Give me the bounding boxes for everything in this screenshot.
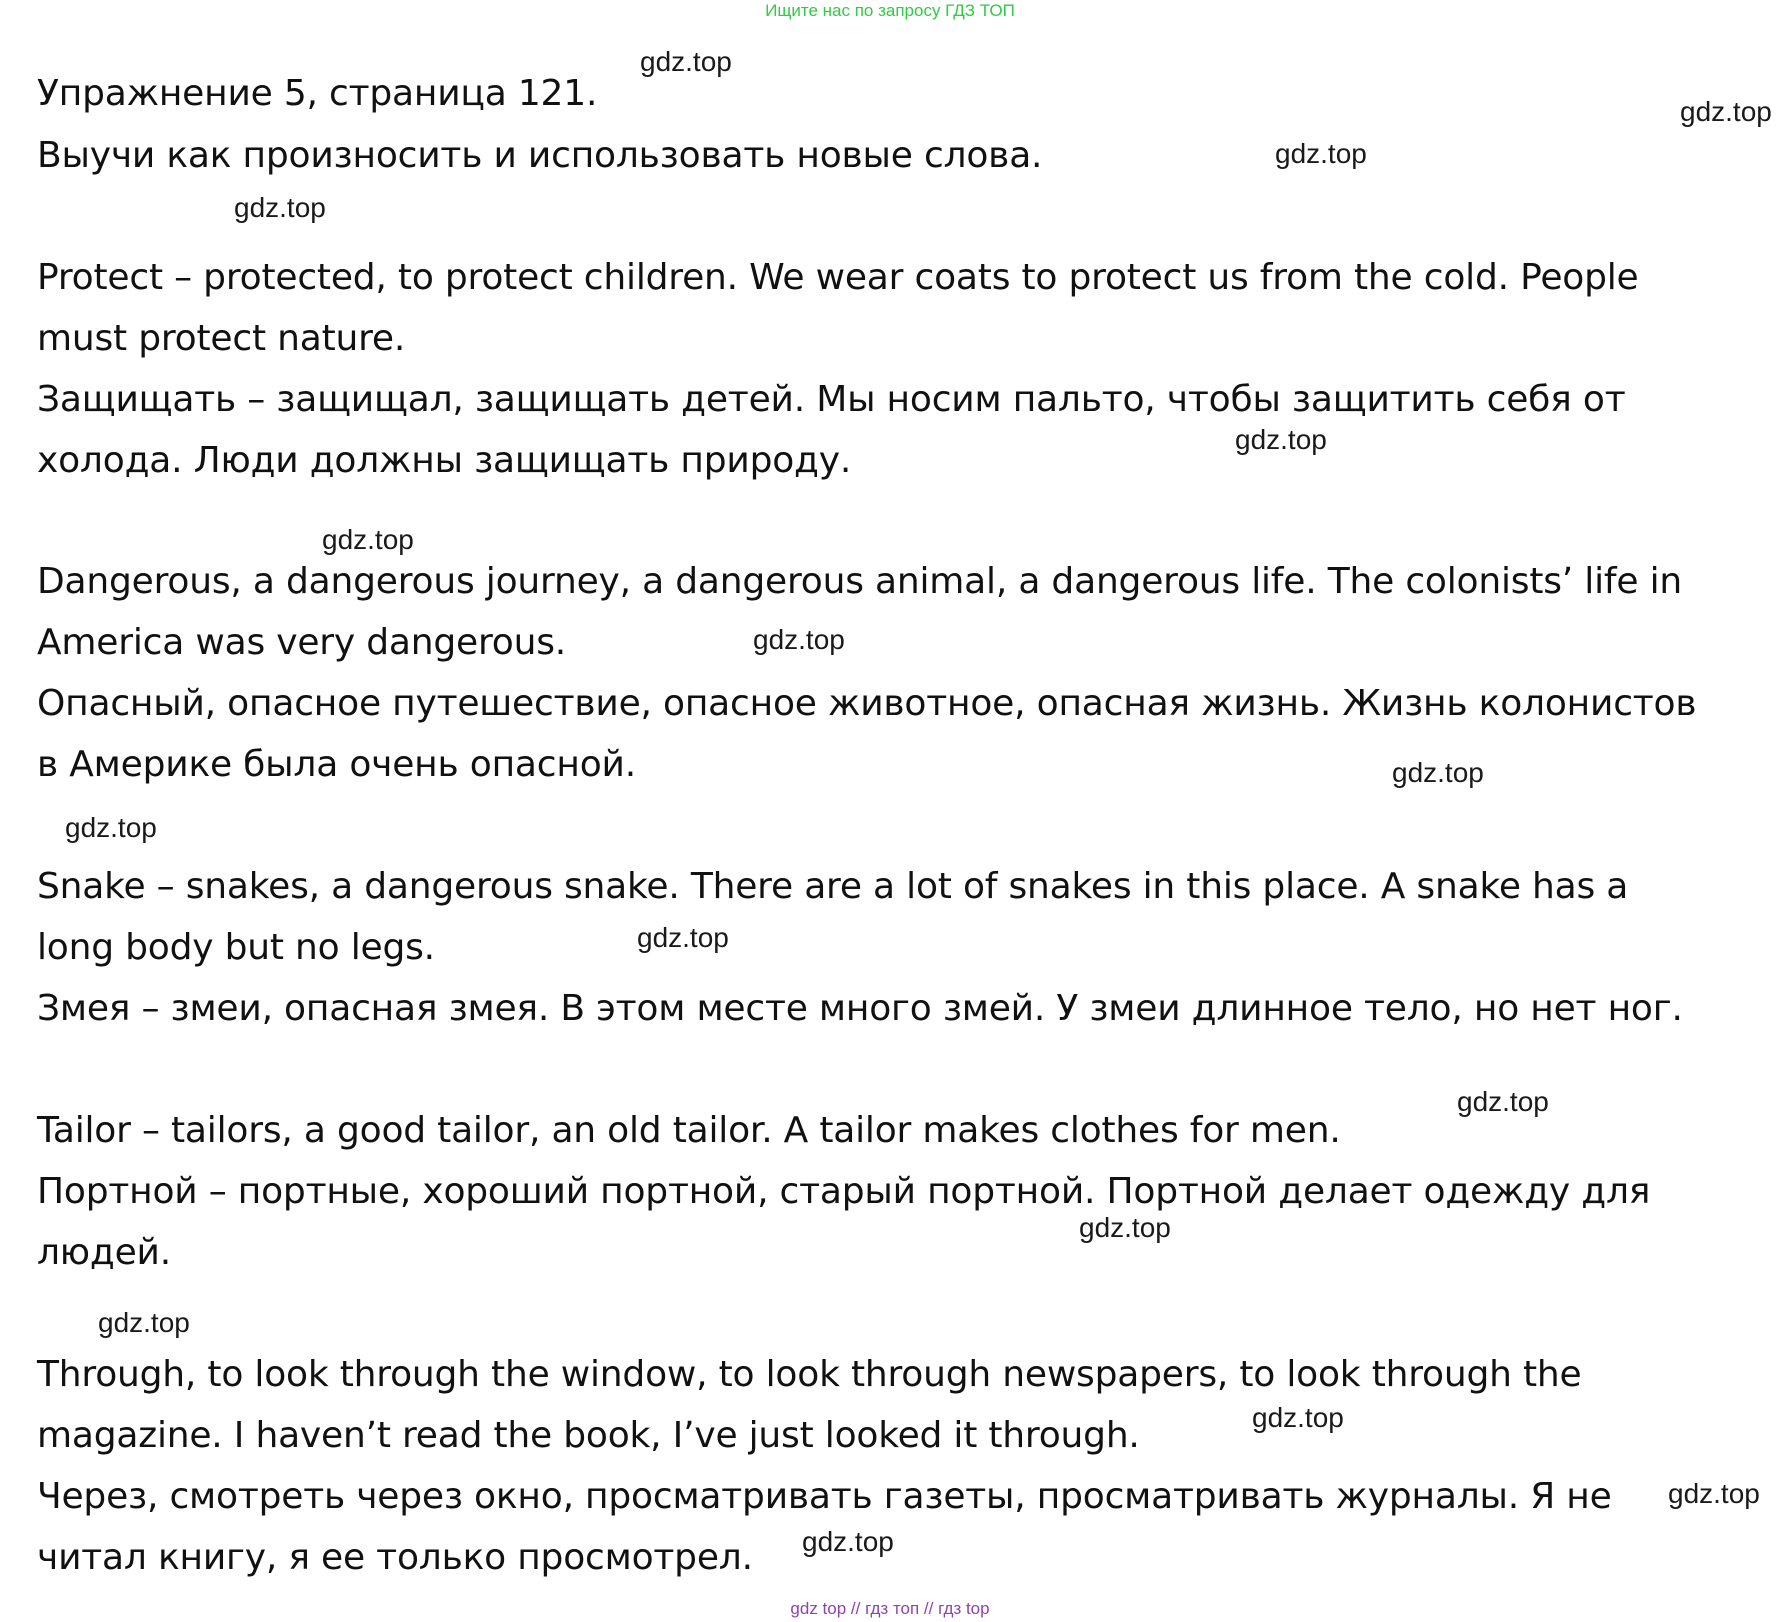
watermark: gdz.top <box>802 1526 894 1557</box>
watermark: gdz.top <box>1275 138 1367 169</box>
watermark: gdz.top <box>98 1307 190 1338</box>
watermark: gdz.top <box>1680 96 1772 127</box>
entry-protect-en-line-2: must protect nature. <box>37 318 406 359</box>
entry-dangerous-ru-line-2: в Америке была очень опасной. <box>37 744 636 785</box>
watermark: gdz.top <box>1457 1086 1549 1117</box>
footer-watermark: gdz top // гдз топ // гдз top <box>790 1599 990 1618</box>
entry-snake-ru-line-1: Змея – змеи, опасная змея. В этом месте много змей. У змеи длинное тело, но нет ног. <box>37 988 1683 1029</box>
entry-through-en-line-1: Through, to look through the window, to look through newspapers, to look through the <box>37 1354 1582 1395</box>
watermark: gdz.top <box>1079 1212 1171 1243</box>
exercise-instruction: Выучи как произносить и использовать новые слова. <box>37 135 1043 176</box>
entry-dangerous-ru-line-1: Опасный, опасное путешествие, опасное животное, опасная жизнь. Жизнь колонистов <box>37 683 1697 724</box>
entry-protect-en-line-1: Protect – protected, to protect children. We wear coats to protect us from the cold. People <box>37 257 1639 298</box>
search-banner: Ищите нас по запросу ГДЗ ТОП <box>765 1 1015 20</box>
entry-dangerous-en-line-1: Dangerous, a dangerous journey, a dangerous animal, a dangerous life. The colonists’ life in <box>37 561 1682 602</box>
watermark: gdz.top <box>65 812 157 843</box>
watermark: gdz.top <box>1252 1402 1344 1433</box>
watermark: gdz.top <box>1235 424 1327 455</box>
watermark: gdz.top <box>1392 757 1484 788</box>
entry-through-en-line-2: magazine. I haven’t read the book, I’ve just looked it through. <box>37 1415 1140 1456</box>
watermark: gdz.top <box>637 922 729 953</box>
watermark: gdz.top <box>234 192 326 223</box>
entry-tailor-ru-line-1: Портной – портные, хороший портной, старый портной. Портной делает одежду для <box>37 1171 1651 1212</box>
entry-protect-ru-line-1: Защищать – защищал, защищать детей. Мы носим пальто, чтобы защитить себя от <box>37 379 1626 420</box>
entry-tailor-en-line-1: Tailor – tailors, a good tailor, an old tailor. A tailor makes clothes for men. <box>37 1110 1341 1151</box>
entry-snake-en-line-1: Snake – snakes, a dangerous snake. There are a lot of snakes in this place. A snake has a <box>37 866 1629 907</box>
entry-protect-ru-line-2: холода. Люди должны защищать природу. <box>37 440 852 481</box>
exercise-title: Упражнение 5, страница 121. <box>37 73 598 114</box>
watermark: gdz.top <box>753 624 845 655</box>
entry-tailor-ru-line-2: людей. <box>37 1232 171 1273</box>
watermark: gdz.top <box>640 46 732 77</box>
entry-dangerous-en-line-2: America was very dangerous. <box>37 622 567 663</box>
watermark: gdz.top <box>1668 1478 1760 1509</box>
entry-through-ru-line-1: Через, смотреть через окно, просматривать газеты, просматривать журналы. Я не <box>37 1476 1612 1517</box>
watermark: gdz.top <box>322 524 414 555</box>
entry-snake-en-line-2: long body but no legs. <box>37 927 435 968</box>
entry-through-ru-line-2: читал книгу, я ее только просмотрел. <box>37 1537 753 1578</box>
